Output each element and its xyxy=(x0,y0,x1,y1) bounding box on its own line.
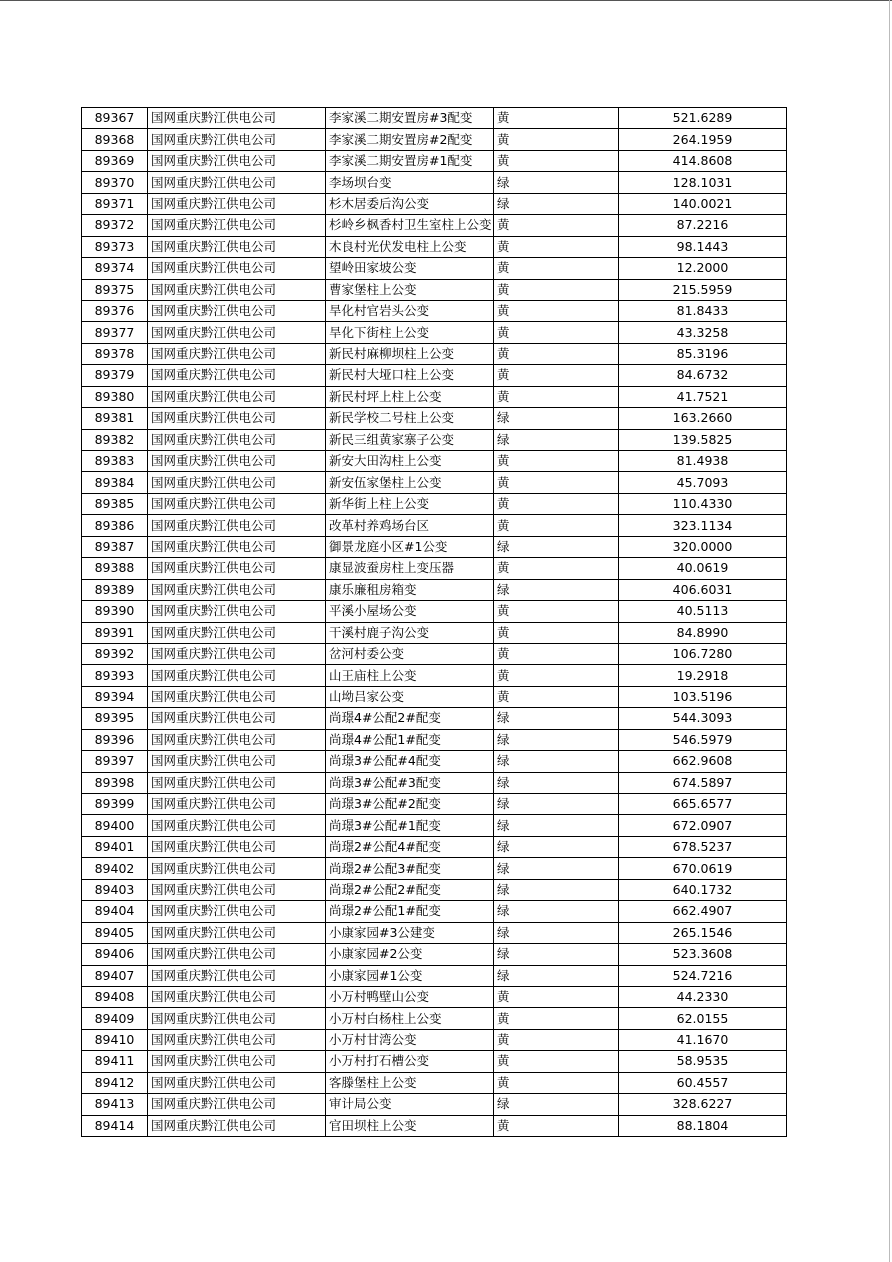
value-cell: 43.3258 xyxy=(619,322,787,343)
value-cell: 139.5825 xyxy=(619,429,787,450)
table-row xyxy=(82,408,787,429)
table-row xyxy=(82,729,787,750)
transformer-name-cell: 小万村甘湾公变 xyxy=(326,1029,494,1050)
status-color-cell: 绿 xyxy=(494,794,619,815)
value-cell: 44.2330 xyxy=(619,986,787,1007)
value-cell: 60.4557 xyxy=(619,1072,787,1093)
row-id-cell: 89374 xyxy=(82,258,148,279)
table-row xyxy=(82,1094,787,1115)
value-cell: 265.1546 xyxy=(619,922,787,943)
status-color-cell: 黄 xyxy=(494,986,619,1007)
transformer-name-cell: 新民三组黄家寨子公变 xyxy=(326,429,494,450)
table-row xyxy=(82,686,787,707)
company-cell: 国网重庆黔江供电公司 xyxy=(148,279,326,300)
transformer-name-cell: 木良村光伏发电柱上公变 xyxy=(326,236,494,257)
company-cell: 国网重庆黔江供电公司 xyxy=(148,343,326,364)
company-cell: 国网重庆黔江供电公司 xyxy=(148,1094,326,1115)
transformer-name-cell: 望岭田家坡公变 xyxy=(326,258,494,279)
page-top-border xyxy=(0,0,892,1)
table-body xyxy=(82,108,787,1137)
status-color-cell: 黄 xyxy=(494,515,619,536)
table-row xyxy=(82,858,787,879)
company-cell: 国网重庆黔江供电公司 xyxy=(148,236,326,257)
row-id-cell: 89400 xyxy=(82,815,148,836)
company-cell: 国网重庆黔江供电公司 xyxy=(148,472,326,493)
table-row xyxy=(82,772,787,793)
value-cell: 84.6732 xyxy=(619,365,787,386)
status-color-cell: 黄 xyxy=(494,129,619,150)
company-cell: 国网重庆黔江供电公司 xyxy=(148,215,326,236)
value-cell: 640.1732 xyxy=(619,879,787,900)
status-color-cell: 黄 xyxy=(494,665,619,686)
transformer-name-cell: 新民村大垭口柱上公变 xyxy=(326,365,494,386)
value-cell: 406.6031 xyxy=(619,579,787,600)
company-cell: 国网重庆黔江供电公司 xyxy=(148,665,326,686)
value-cell: 128.1031 xyxy=(619,172,787,193)
transformer-name-cell: 审计局公变 xyxy=(326,1094,494,1115)
status-color-cell: 绿 xyxy=(494,729,619,750)
value-cell: 85.3196 xyxy=(619,343,787,364)
transformer-name-cell: 岔河村委公变 xyxy=(326,643,494,664)
row-id-cell: 89402 xyxy=(82,858,148,879)
table-row xyxy=(82,386,787,407)
table-row xyxy=(82,150,787,171)
row-id-cell: 89397 xyxy=(82,751,148,772)
transformer-name-cell: 小万村白杨柱上公变 xyxy=(326,1008,494,1029)
row-id-cell: 89383 xyxy=(82,451,148,472)
value-cell: 674.5897 xyxy=(619,772,787,793)
transformer-name-cell: 新安伍家堡柱上公变 xyxy=(326,472,494,493)
row-id-cell: 89370 xyxy=(82,172,148,193)
transformer-name-cell: 尚璟3#公配#2配变 xyxy=(326,794,494,815)
value-cell: 672.0907 xyxy=(619,815,787,836)
status-color-cell: 黄 xyxy=(494,1115,619,1136)
status-color-cell: 黄 xyxy=(494,472,619,493)
status-color-cell: 绿 xyxy=(494,901,619,922)
row-id-cell: 89403 xyxy=(82,879,148,900)
status-color-cell: 黄 xyxy=(494,215,619,236)
transformer-name-cell: 杉岭乡枫香村卫生室柱上公变 xyxy=(326,215,494,236)
status-color-cell: 黄 xyxy=(494,386,619,407)
status-color-cell: 绿 xyxy=(494,408,619,429)
company-cell: 国网重庆黔江供电公司 xyxy=(148,751,326,772)
row-id-cell: 89371 xyxy=(82,193,148,214)
value-cell: 88.1804 xyxy=(619,1115,787,1136)
company-cell: 国网重庆黔江供电公司 xyxy=(148,493,326,514)
row-id-cell: 89375 xyxy=(82,279,148,300)
value-cell: 87.2216 xyxy=(619,215,787,236)
row-id-cell: 89381 xyxy=(82,408,148,429)
table-row xyxy=(82,1115,787,1136)
company-cell: 国网重庆黔江供电公司 xyxy=(148,558,326,579)
transformer-name-cell: 新华街上柱上公变 xyxy=(326,493,494,514)
value-cell: 58.9535 xyxy=(619,1051,787,1072)
company-cell: 国网重庆黔江供电公司 xyxy=(148,408,326,429)
status-color-cell: 黄 xyxy=(494,279,619,300)
value-cell: 665.6577 xyxy=(619,794,787,815)
status-color-cell: 黄 xyxy=(494,622,619,643)
table-row xyxy=(82,215,787,236)
table-row xyxy=(82,343,787,364)
value-cell: 140.0021 xyxy=(619,193,787,214)
table-row xyxy=(82,279,787,300)
status-color-cell: 黄 xyxy=(494,1072,619,1093)
row-id-cell: 89378 xyxy=(82,343,148,364)
transformer-name-cell: 改革村养鸡场台区 xyxy=(326,515,494,536)
transformer-name-cell: 御景龙庭小区#1公变 xyxy=(326,536,494,557)
status-color-cell: 绿 xyxy=(494,579,619,600)
value-cell: 414.8608 xyxy=(619,150,787,171)
company-cell: 国网重庆黔江供电公司 xyxy=(148,108,326,129)
status-color-cell: 绿 xyxy=(494,193,619,214)
transformer-name-cell: 新民村坪上柱上公变 xyxy=(326,386,494,407)
row-id-cell: 89401 xyxy=(82,836,148,857)
row-id-cell: 89407 xyxy=(82,965,148,986)
transformer-name-cell: 尚璟4#公配2#配变 xyxy=(326,708,494,729)
value-cell: 215.5959 xyxy=(619,279,787,300)
table-row xyxy=(82,643,787,664)
company-cell: 国网重庆黔江供电公司 xyxy=(148,879,326,900)
status-color-cell: 黄 xyxy=(494,300,619,321)
data-table xyxy=(81,107,787,1137)
value-cell: 264.1959 xyxy=(619,129,787,150)
transformer-name-cell: 旱化下街柱上公变 xyxy=(326,322,494,343)
row-id-cell: 89411 xyxy=(82,1051,148,1072)
transformer-name-cell: 平溪小屋场公变 xyxy=(326,601,494,622)
status-color-cell: 绿 xyxy=(494,429,619,450)
value-cell: 662.9608 xyxy=(619,751,787,772)
table-row xyxy=(82,515,787,536)
row-id-cell: 89398 xyxy=(82,772,148,793)
value-cell: 320.0000 xyxy=(619,536,787,557)
table-row xyxy=(82,108,787,129)
row-id-cell: 89376 xyxy=(82,300,148,321)
transformer-name-cell: 山王庙柱上公变 xyxy=(326,665,494,686)
company-cell: 国网重庆黔江供电公司 xyxy=(148,300,326,321)
table-row xyxy=(82,300,787,321)
table-row xyxy=(82,836,787,857)
table-row xyxy=(82,579,787,600)
value-cell: 103.5196 xyxy=(619,686,787,707)
company-cell: 国网重庆黔江供电公司 xyxy=(148,515,326,536)
company-cell: 国网重庆黔江供电公司 xyxy=(148,386,326,407)
transformer-name-cell: 小康家园#1公变 xyxy=(326,965,494,986)
company-cell: 国网重庆黔江供电公司 xyxy=(148,772,326,793)
table-row xyxy=(82,493,787,514)
status-color-cell: 绿 xyxy=(494,536,619,557)
value-cell: 678.5237 xyxy=(619,836,787,857)
table-row xyxy=(82,815,787,836)
company-cell: 国网重庆黔江供电公司 xyxy=(148,1029,326,1050)
status-color-cell: 黄 xyxy=(494,343,619,364)
status-color-cell: 黄 xyxy=(494,451,619,472)
row-id-cell: 89379 xyxy=(82,365,148,386)
row-id-cell: 89368 xyxy=(82,129,148,150)
company-cell: 国网重庆黔江供电公司 xyxy=(148,429,326,450)
table-row xyxy=(82,879,787,900)
status-color-cell: 黄 xyxy=(494,150,619,171)
status-color-cell: 黄 xyxy=(494,322,619,343)
row-id-cell: 89380 xyxy=(82,386,148,407)
company-cell: 国网重庆黔江供电公司 xyxy=(148,1072,326,1093)
transformer-name-cell: 尚璟2#公配4#配变 xyxy=(326,836,494,857)
row-id-cell: 89406 xyxy=(82,944,148,965)
status-color-cell: 绿 xyxy=(494,879,619,900)
company-cell: 国网重庆黔江供电公司 xyxy=(148,365,326,386)
table-row xyxy=(82,451,787,472)
row-id-cell: 89392 xyxy=(82,643,148,664)
row-id-cell: 89404 xyxy=(82,901,148,922)
value-cell: 41.7521 xyxy=(619,386,787,407)
company-cell: 国网重庆黔江供电公司 xyxy=(148,815,326,836)
transformer-name-cell: 小康家园#3公建变 xyxy=(326,922,494,943)
table-row xyxy=(82,986,787,1007)
status-color-cell: 绿 xyxy=(494,922,619,943)
company-cell: 国网重庆黔江供电公司 xyxy=(148,536,326,557)
transformer-name-cell: 尚璟3#公配#1配变 xyxy=(326,815,494,836)
table-row xyxy=(82,322,787,343)
transformer-name-cell: 小康家园#2公变 xyxy=(326,944,494,965)
row-id-cell: 89387 xyxy=(82,536,148,557)
transformer-name-cell: 小万村打石槽公变 xyxy=(326,1051,494,1072)
table-row xyxy=(82,536,787,557)
transformer-name-cell: 李家溪二期安置房#3配变 xyxy=(326,108,494,129)
row-id-cell: 89410 xyxy=(82,1029,148,1050)
status-color-cell: 黄 xyxy=(494,365,619,386)
company-cell: 国网重庆黔江供电公司 xyxy=(148,322,326,343)
value-cell: 81.8433 xyxy=(619,300,787,321)
status-color-cell: 黄 xyxy=(494,258,619,279)
value-cell: 523.3608 xyxy=(619,944,787,965)
table-row xyxy=(82,429,787,450)
value-cell: 12.2000 xyxy=(619,258,787,279)
value-cell: 81.4938 xyxy=(619,451,787,472)
row-id-cell: 89372 xyxy=(82,215,148,236)
row-id-cell: 89367 xyxy=(82,108,148,129)
row-id-cell: 89389 xyxy=(82,579,148,600)
company-cell: 国网重庆黔江供电公司 xyxy=(148,708,326,729)
table-row xyxy=(82,472,787,493)
table-row xyxy=(82,944,787,965)
table-row xyxy=(82,1029,787,1050)
row-id-cell: 89395 xyxy=(82,708,148,729)
value-cell: 110.4330 xyxy=(619,493,787,514)
status-color-cell: 绿 xyxy=(494,858,619,879)
row-id-cell: 89409 xyxy=(82,1008,148,1029)
row-id-cell: 89412 xyxy=(82,1072,148,1093)
transformer-name-cell: 新民村麻柳坝柱上公变 xyxy=(326,343,494,364)
transformer-name-cell: 康乐廉租房箱变 xyxy=(326,579,494,600)
value-cell: 40.0619 xyxy=(619,558,787,579)
value-cell: 163.2660 xyxy=(619,408,787,429)
value-cell: 98.1443 xyxy=(619,236,787,257)
status-color-cell: 绿 xyxy=(494,772,619,793)
row-id-cell: 89414 xyxy=(82,1115,148,1136)
company-cell: 国网重庆黔江供电公司 xyxy=(148,944,326,965)
company-cell: 国网重庆黔江供电公司 xyxy=(148,836,326,857)
company-cell: 国网重庆黔江供电公司 xyxy=(148,986,326,1007)
status-color-cell: 绿 xyxy=(494,172,619,193)
status-color-cell: 绿 xyxy=(494,751,619,772)
transformer-name-cell: 尚璟2#公配2#配变 xyxy=(326,879,494,900)
row-id-cell: 89405 xyxy=(82,922,148,943)
company-cell: 国网重庆黔江供电公司 xyxy=(148,922,326,943)
company-cell: 国网重庆黔江供电公司 xyxy=(148,193,326,214)
table-row xyxy=(82,622,787,643)
status-color-cell: 绿 xyxy=(494,965,619,986)
company-cell: 国网重庆黔江供电公司 xyxy=(148,150,326,171)
status-color-cell: 黄 xyxy=(494,601,619,622)
row-id-cell: 89377 xyxy=(82,322,148,343)
status-color-cell: 黄 xyxy=(494,1008,619,1029)
value-cell: 328.6227 xyxy=(619,1094,787,1115)
table-row xyxy=(82,708,787,729)
row-id-cell: 89391 xyxy=(82,622,148,643)
row-id-cell: 89390 xyxy=(82,601,148,622)
table-row xyxy=(82,901,787,922)
company-cell: 国网重庆黔江供电公司 xyxy=(148,622,326,643)
status-color-cell: 绿 xyxy=(494,1094,619,1115)
row-id-cell: 89384 xyxy=(82,472,148,493)
table-row xyxy=(82,1051,787,1072)
status-color-cell: 黄 xyxy=(494,686,619,707)
company-cell: 国网重庆黔江供电公司 xyxy=(148,129,326,150)
company-cell: 国网重庆黔江供电公司 xyxy=(148,172,326,193)
value-cell: 323.1134 xyxy=(619,515,787,536)
value-cell: 84.8990 xyxy=(619,622,787,643)
table-row xyxy=(82,558,787,579)
transformer-name-cell: 山坳吕家公变 xyxy=(326,686,494,707)
page-right-edge xyxy=(889,0,890,1262)
row-id-cell: 89408 xyxy=(82,986,148,1007)
value-cell: 40.5113 xyxy=(619,601,787,622)
value-cell: 45.7093 xyxy=(619,472,787,493)
transformer-name-cell: 尚璟4#公配1#配变 xyxy=(326,729,494,750)
row-id-cell: 89386 xyxy=(82,515,148,536)
company-cell: 国网重庆黔江供电公司 xyxy=(148,1008,326,1029)
company-cell: 国网重庆黔江供电公司 xyxy=(148,1115,326,1136)
company-cell: 国网重庆黔江供电公司 xyxy=(148,643,326,664)
table-row xyxy=(82,129,787,150)
value-cell: 521.6289 xyxy=(619,108,787,129)
value-cell: 662.4907 xyxy=(619,901,787,922)
status-color-cell: 黄 xyxy=(494,558,619,579)
transformer-name-cell: 官田坝柱上公变 xyxy=(326,1115,494,1136)
transformer-name-cell: 尚璟3#公配#3配变 xyxy=(326,772,494,793)
row-id-cell: 89413 xyxy=(82,1094,148,1115)
company-cell: 国网重庆黔江供电公司 xyxy=(148,1051,326,1072)
row-id-cell: 89373 xyxy=(82,236,148,257)
company-cell: 国网重庆黔江供电公司 xyxy=(148,601,326,622)
row-id-cell: 89388 xyxy=(82,558,148,579)
status-color-cell: 黄 xyxy=(494,643,619,664)
table-row xyxy=(82,665,787,686)
company-cell: 国网重庆黔江供电公司 xyxy=(148,258,326,279)
transformer-name-cell: 尚璟2#公配1#配变 xyxy=(326,901,494,922)
status-color-cell: 绿 xyxy=(494,708,619,729)
table-row xyxy=(82,751,787,772)
status-color-cell: 黄 xyxy=(494,1051,619,1072)
table-row xyxy=(82,922,787,943)
company-cell: 国网重庆黔江供电公司 xyxy=(148,794,326,815)
transformer-name-cell: 康显波蚕房柱上变压器 xyxy=(326,558,494,579)
company-cell: 国网重庆黔江供电公司 xyxy=(148,858,326,879)
table-row xyxy=(82,794,787,815)
row-id-cell: 89399 xyxy=(82,794,148,815)
value-cell: 106.7280 xyxy=(619,643,787,664)
status-color-cell: 绿 xyxy=(494,815,619,836)
row-id-cell: 89394 xyxy=(82,686,148,707)
transformer-name-cell: 尚璟2#公配3#配变 xyxy=(326,858,494,879)
transformer-name-cell: 小万村鸭壁山公变 xyxy=(326,986,494,1007)
transformer-name-cell: 杉木居委后沟公变 xyxy=(326,193,494,214)
value-cell: 41.1670 xyxy=(619,1029,787,1050)
value-cell: 544.3093 xyxy=(619,708,787,729)
company-cell: 国网重庆黔江供电公司 xyxy=(148,729,326,750)
company-cell: 国网重庆黔江供电公司 xyxy=(148,686,326,707)
transformer-name-cell: 旱化村官岩头公变 xyxy=(326,300,494,321)
row-id-cell: 89393 xyxy=(82,665,148,686)
table-row xyxy=(82,236,787,257)
table-row xyxy=(82,601,787,622)
status-color-cell: 黄 xyxy=(494,236,619,257)
table-row xyxy=(82,965,787,986)
status-color-cell: 绿 xyxy=(494,836,619,857)
transformer-name-cell: 客滕堡柱上公变 xyxy=(326,1072,494,1093)
transformer-name-cell: 尚璟3#公配#4配变 xyxy=(326,751,494,772)
transformer-name-cell: 新民学校二号柱上公变 xyxy=(326,408,494,429)
table-row xyxy=(82,1008,787,1029)
value-cell: 62.0155 xyxy=(619,1008,787,1029)
row-id-cell: 89385 xyxy=(82,493,148,514)
table-row xyxy=(82,258,787,279)
table-row xyxy=(82,1072,787,1093)
status-color-cell: 绿 xyxy=(494,944,619,965)
transformer-name-cell: 李家溪二期安置房#2配变 xyxy=(326,129,494,150)
transformer-name-cell: 新安大田沟柱上公变 xyxy=(326,451,494,472)
table-row xyxy=(82,193,787,214)
table-row xyxy=(82,365,787,386)
value-cell: 19.2918 xyxy=(619,665,787,686)
transformer-name-cell: 曹家堡柱上公变 xyxy=(326,279,494,300)
value-cell: 670.0619 xyxy=(619,858,787,879)
value-cell: 546.5979 xyxy=(619,729,787,750)
row-id-cell: 89369 xyxy=(82,150,148,171)
company-cell: 国网重庆黔江供电公司 xyxy=(148,451,326,472)
status-color-cell: 黄 xyxy=(494,1029,619,1050)
transformer-name-cell: 李场坝台变 xyxy=(326,172,494,193)
transformer-name-cell: 李家溪二期安置房#1配变 xyxy=(326,150,494,171)
row-id-cell: 89396 xyxy=(82,729,148,750)
transformer-name-cell: 干溪村鹿子沟公变 xyxy=(326,622,494,643)
value-cell: 524.7216 xyxy=(619,965,787,986)
row-id-cell: 89382 xyxy=(82,429,148,450)
table-row xyxy=(82,172,787,193)
status-color-cell: 黄 xyxy=(494,108,619,129)
status-color-cell: 黄 xyxy=(494,493,619,514)
company-cell: 国网重庆黔江供电公司 xyxy=(148,579,326,600)
company-cell: 国网重庆黔江供电公司 xyxy=(148,901,326,922)
company-cell: 国网重庆黔江供电公司 xyxy=(148,965,326,986)
